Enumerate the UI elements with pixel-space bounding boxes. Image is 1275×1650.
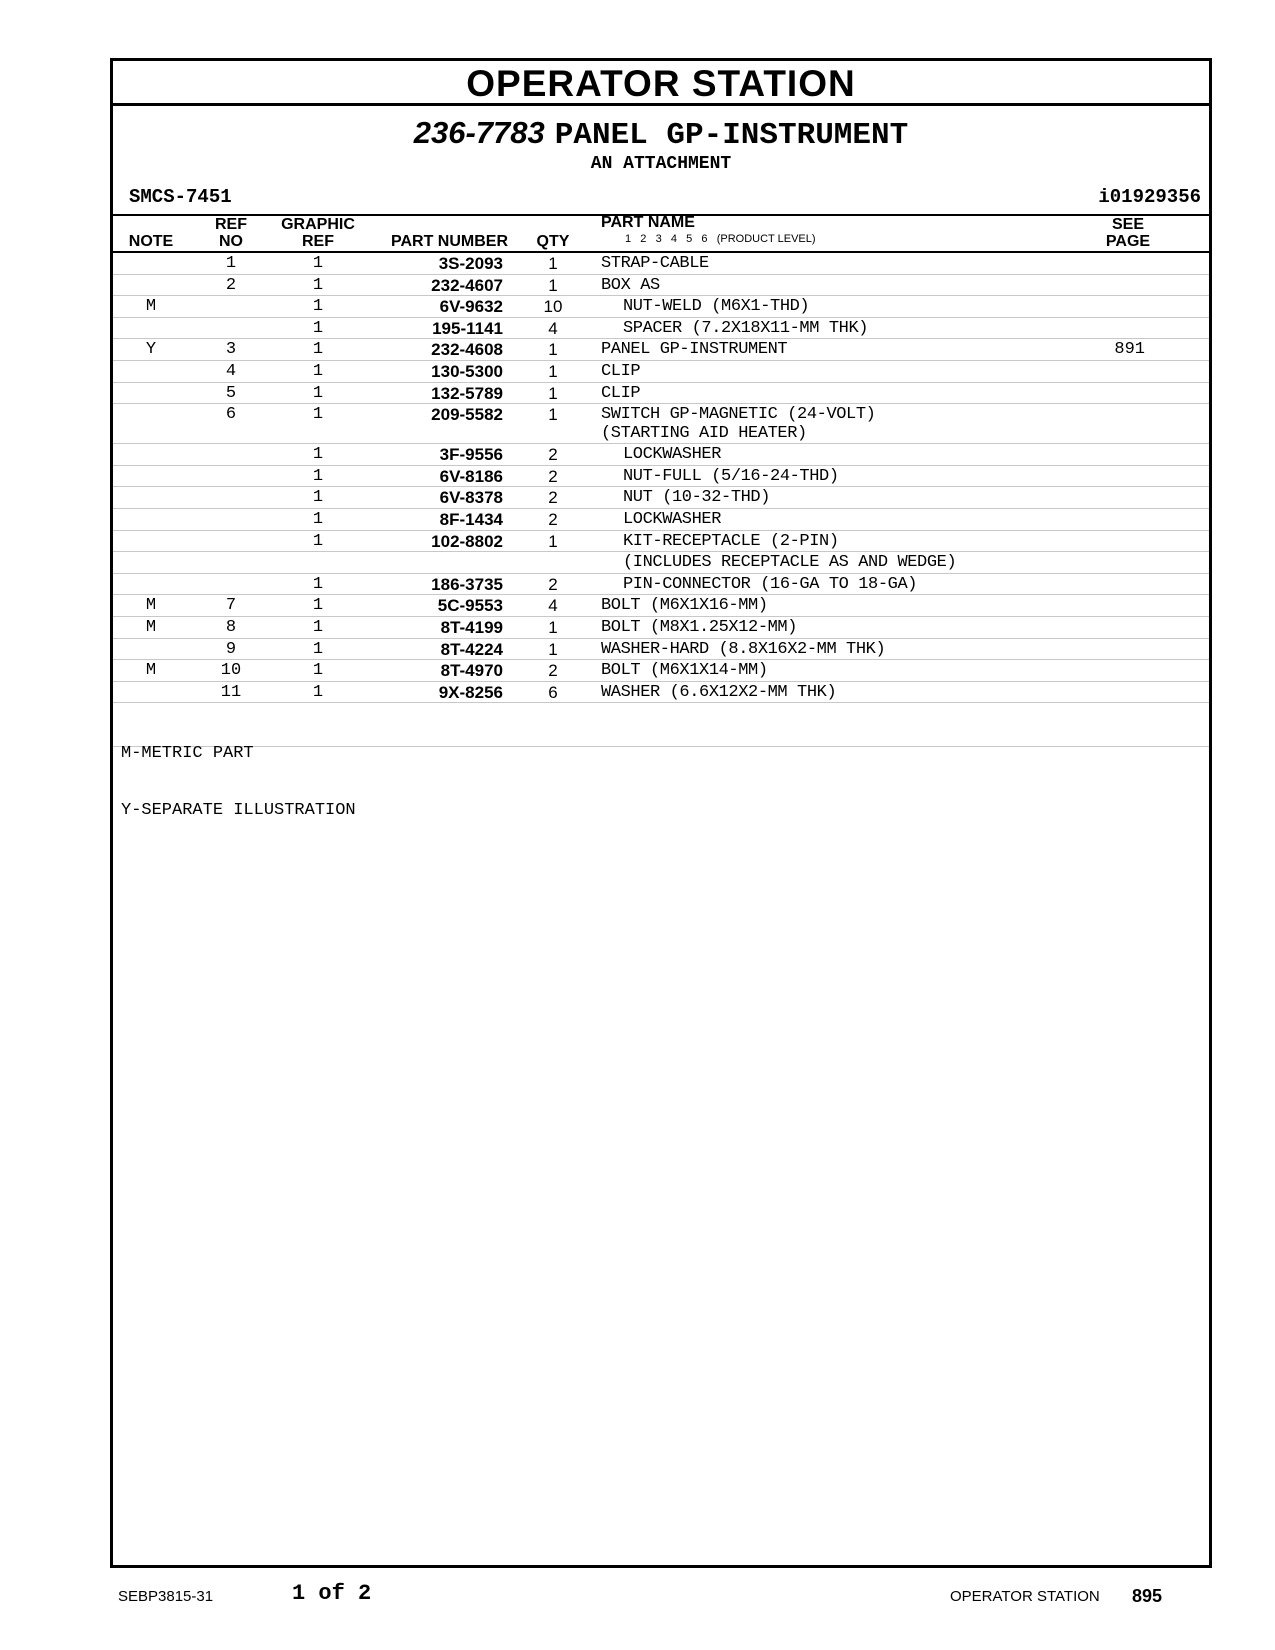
table-row [113, 444, 1209, 466]
part-number-cell: 6V-9632 [439, 297, 503, 317]
footer-section: OPERATOR STATION [950, 1588, 1100, 1605]
qty-cell: 2 [548, 488, 558, 508]
table-row [113, 509, 1209, 531]
smcs-code: SMCS-7451 [129, 186, 232, 208]
part-number-cell: 232-4608 [431, 340, 503, 360]
part-name-cell: CLIP [601, 361, 641, 381]
table-row [113, 466, 1209, 488]
ref-no-cell: 4 [225, 361, 237, 381]
ref-no-cell: 8 [225, 617, 237, 637]
column-header-qty: QTY [536, 233, 570, 250]
note-cell: M [145, 596, 157, 616]
column-header-graphic-ref-line2: REF [302, 233, 334, 250]
qty-cell: 2 [548, 466, 558, 486]
ref-no-cell: 5 [225, 383, 237, 403]
qty-cell: 1 [548, 361, 558, 381]
column-header-see-page [1103, 216, 1153, 250]
part-name-cell: WASHER (6.6X12X2-MM THK) [601, 682, 837, 702]
part-name-cell: PIN-CONNECTOR (16-GA TO 18-GA) [623, 574, 918, 594]
table-row [113, 361, 1209, 383]
part-name-cell: SWITCH GP-MAGNETIC (24-VOLT) (STARTING AID HEATER) [601, 405, 876, 444]
graphic-ref-cell: 1 [312, 275, 324, 295]
ref-no-cell: 6 [225, 405, 237, 425]
column-header-see-page-line2: PAGE [1105, 233, 1151, 250]
product-level-legend: 1 2 3 4 5 6 (PRODUCT LEVEL) [625, 233, 816, 245]
table-row [113, 404, 1209, 444]
graphic-ref-cell: 1 [312, 405, 324, 425]
note-cell: M [145, 297, 157, 317]
column-header-part-number: PART NUMBER [390, 233, 508, 250]
graphic-ref-cell: 1 [312, 318, 324, 338]
graphic-ref-cell: 1 [312, 383, 324, 403]
ref-no-cell: 11 [220, 682, 242, 702]
qty-cell: 6 [548, 682, 558, 702]
part-name-cell: NUT (10-32-THD) [623, 488, 771, 508]
part-number-cell: 5C-9553 [437, 596, 503, 616]
part-title [113, 116, 1209, 153]
part-number-cell: 3F-9556 [439, 445, 503, 465]
qty-cell: 1 [548, 405, 558, 425]
column-header-ref-no [211, 216, 251, 250]
part-name-cell: CLIP [601, 383, 641, 403]
table-row [113, 617, 1209, 639]
part-number-cell: 130-5300 [431, 361, 503, 381]
part-name-cell: BOX AS [601, 275, 660, 295]
qty-cell: 4 [548, 596, 558, 616]
column-header-note: NOTE [128, 233, 174, 250]
graphic-ref-cell: 1 [312, 254, 324, 273]
column-header-see-page-line1: SEE [1111, 216, 1144, 233]
part-name-cell: PANEL GP-INSTRUMENT [601, 340, 788, 360]
ref-no-cell: 10 [220, 661, 242, 681]
part-name-cell: BOLT (M6X1X14-MM) [601, 661, 768, 681]
part-title-number: 236-7783 [413, 115, 545, 150]
graphic-ref-cell: 1 [312, 639, 324, 659]
part-name-cell: SPACER (7.2X18X11-MM THK) [623, 318, 869, 338]
column-header-graphic-ref [278, 216, 358, 250]
footer-page-of: 1 of 2 [292, 1581, 372, 1606]
qty-cell: 1 [548, 254, 558, 273]
part-name-cell: LOCKWASHER [623, 445, 722, 465]
part-number-cell: 132-5789 [431, 383, 503, 403]
table-row [113, 253, 1209, 275]
graphic-ref-cell: 1 [312, 361, 324, 381]
part-number-cell: 9X-8256 [438, 682, 503, 702]
parts-table [113, 251, 1209, 703]
part-number-cell: 6V-8378 [439, 488, 503, 508]
note-cell: M [145, 617, 157, 637]
part-name-cell: LOCKWASHER [623, 509, 722, 529]
part-number-cell: 8T-4970 [440, 661, 503, 681]
note-cell: M [145, 661, 157, 681]
note-metric: M-METRIC PART [121, 744, 254, 763]
illustration-id: i01929356 [1098, 186, 1201, 208]
table-row [113, 595, 1209, 617]
table-row [113, 383, 1209, 405]
column-header-ref-no-line1: REF [215, 216, 247, 233]
qty-cell: 1 [548, 340, 558, 360]
note-cell: Y [145, 340, 157, 360]
part-name-cell: BOLT (M8X1.25X12-MM) [601, 617, 798, 637]
table-row [113, 682, 1209, 704]
table-row [113, 531, 1209, 553]
footer-doc-id: SEBP3815-31 [118, 1588, 214, 1605]
table-row [113, 339, 1209, 361]
table-row [113, 639, 1209, 661]
part-number-cell: 209-5582 [431, 405, 503, 425]
qty-cell: 4 [548, 318, 558, 338]
table-row [113, 275, 1209, 297]
graphic-ref-cell: 1 [312, 617, 324, 637]
part-name-cell: WASHER-HARD (8.8X16X2-MM THK) [601, 639, 886, 659]
column-header-graphic-ref-line1: GRAPHIC [281, 216, 355, 233]
part-title-name: PANEL GP-INSTRUMENT [554, 118, 909, 153]
qty-cell: 1 [548, 275, 558, 295]
page-frame [110, 58, 1212, 1568]
ref-no-cell: 1 [225, 254, 237, 273]
part-number-cell: 186-3735 [431, 574, 503, 594]
qty-cell: 1 [548, 617, 558, 637]
part-name-cell: KIT-RECEPTACLE (2-PIN) [623, 531, 839, 551]
graphic-ref-cell: 1 [312, 466, 324, 486]
table-row [113, 487, 1209, 509]
qty-cell: 10 [543, 297, 563, 317]
graphic-ref-cell: 1 [312, 574, 324, 594]
table-row [113, 296, 1209, 318]
part-name-cell: NUT-FULL (5/16-24-THD) [623, 466, 839, 486]
graphic-ref-cell: 1 [312, 509, 324, 529]
part-number-cell: 195-1141 [432, 318, 503, 338]
part-number-cell: 8F-1434 [439, 509, 503, 529]
ref-no-cell: 7 [225, 596, 237, 616]
ref-no-cell: 9 [225, 639, 237, 659]
section-title: OPERATOR STATION [113, 61, 1209, 106]
graphic-ref-cell: 1 [312, 682, 324, 702]
column-header-ref-no-line2: NO [219, 233, 243, 250]
graphic-ref-cell: 1 [312, 488, 324, 508]
ref-no-cell: 2 [225, 275, 237, 295]
column-header-part-name: PART NAME [601, 214, 695, 231]
graphic-ref-cell: 1 [312, 445, 324, 465]
subtitle: AN ATTACHMENT [590, 154, 732, 174]
graphic-ref-cell: 1 [312, 596, 324, 616]
part-number-cell: 6V-8186 [439, 466, 503, 486]
qty-cell: 2 [548, 574, 558, 594]
table-row [113, 552, 1209, 574]
graphic-ref-cell: 1 [312, 531, 324, 551]
part-number-cell: 3S-2093 [438, 254, 503, 273]
qty-cell: 2 [548, 445, 558, 465]
note-separate-illustration: Y-SEPARATE ILLUSTRATION [121, 801, 356, 820]
part-name-cell: NUT-WELD (M6X1-THD) [623, 297, 810, 317]
graphic-ref-cell: 1 [312, 661, 324, 681]
notes-legend [121, 706, 356, 858]
table-row [113, 660, 1209, 682]
qty-cell: 1 [548, 639, 558, 659]
ref-no-cell: 3 [225, 340, 237, 360]
table-row [113, 318, 1209, 340]
part-number-cell: 8T-4224 [440, 639, 503, 659]
table-row [113, 574, 1209, 596]
part-name-cell: (INCLUDES RECEPTACLE AS AND WEDGE) [623, 553, 957, 573]
part-number-cell: 8T-4199 [440, 617, 503, 637]
qty-cell: 1 [548, 531, 558, 551]
qty-cell: 2 [548, 509, 558, 529]
graphic-ref-cell: 1 [312, 340, 324, 360]
footer-page-number: 895 [1132, 1586, 1163, 1606]
part-name-cell: STRAP-CABLE [601, 254, 709, 273]
graphic-ref-cell: 1 [312, 297, 324, 317]
part-name-cell: BOLT (M6X1X16-MM) [601, 596, 768, 616]
qty-cell: 2 [548, 661, 558, 681]
qty-cell: 1 [548, 383, 558, 403]
see-page-cell: 891 [1114, 340, 1145, 360]
part-number-cell: 232-4607 [431, 275, 503, 295]
part-number-cell: 102-8802 [431, 531, 503, 551]
